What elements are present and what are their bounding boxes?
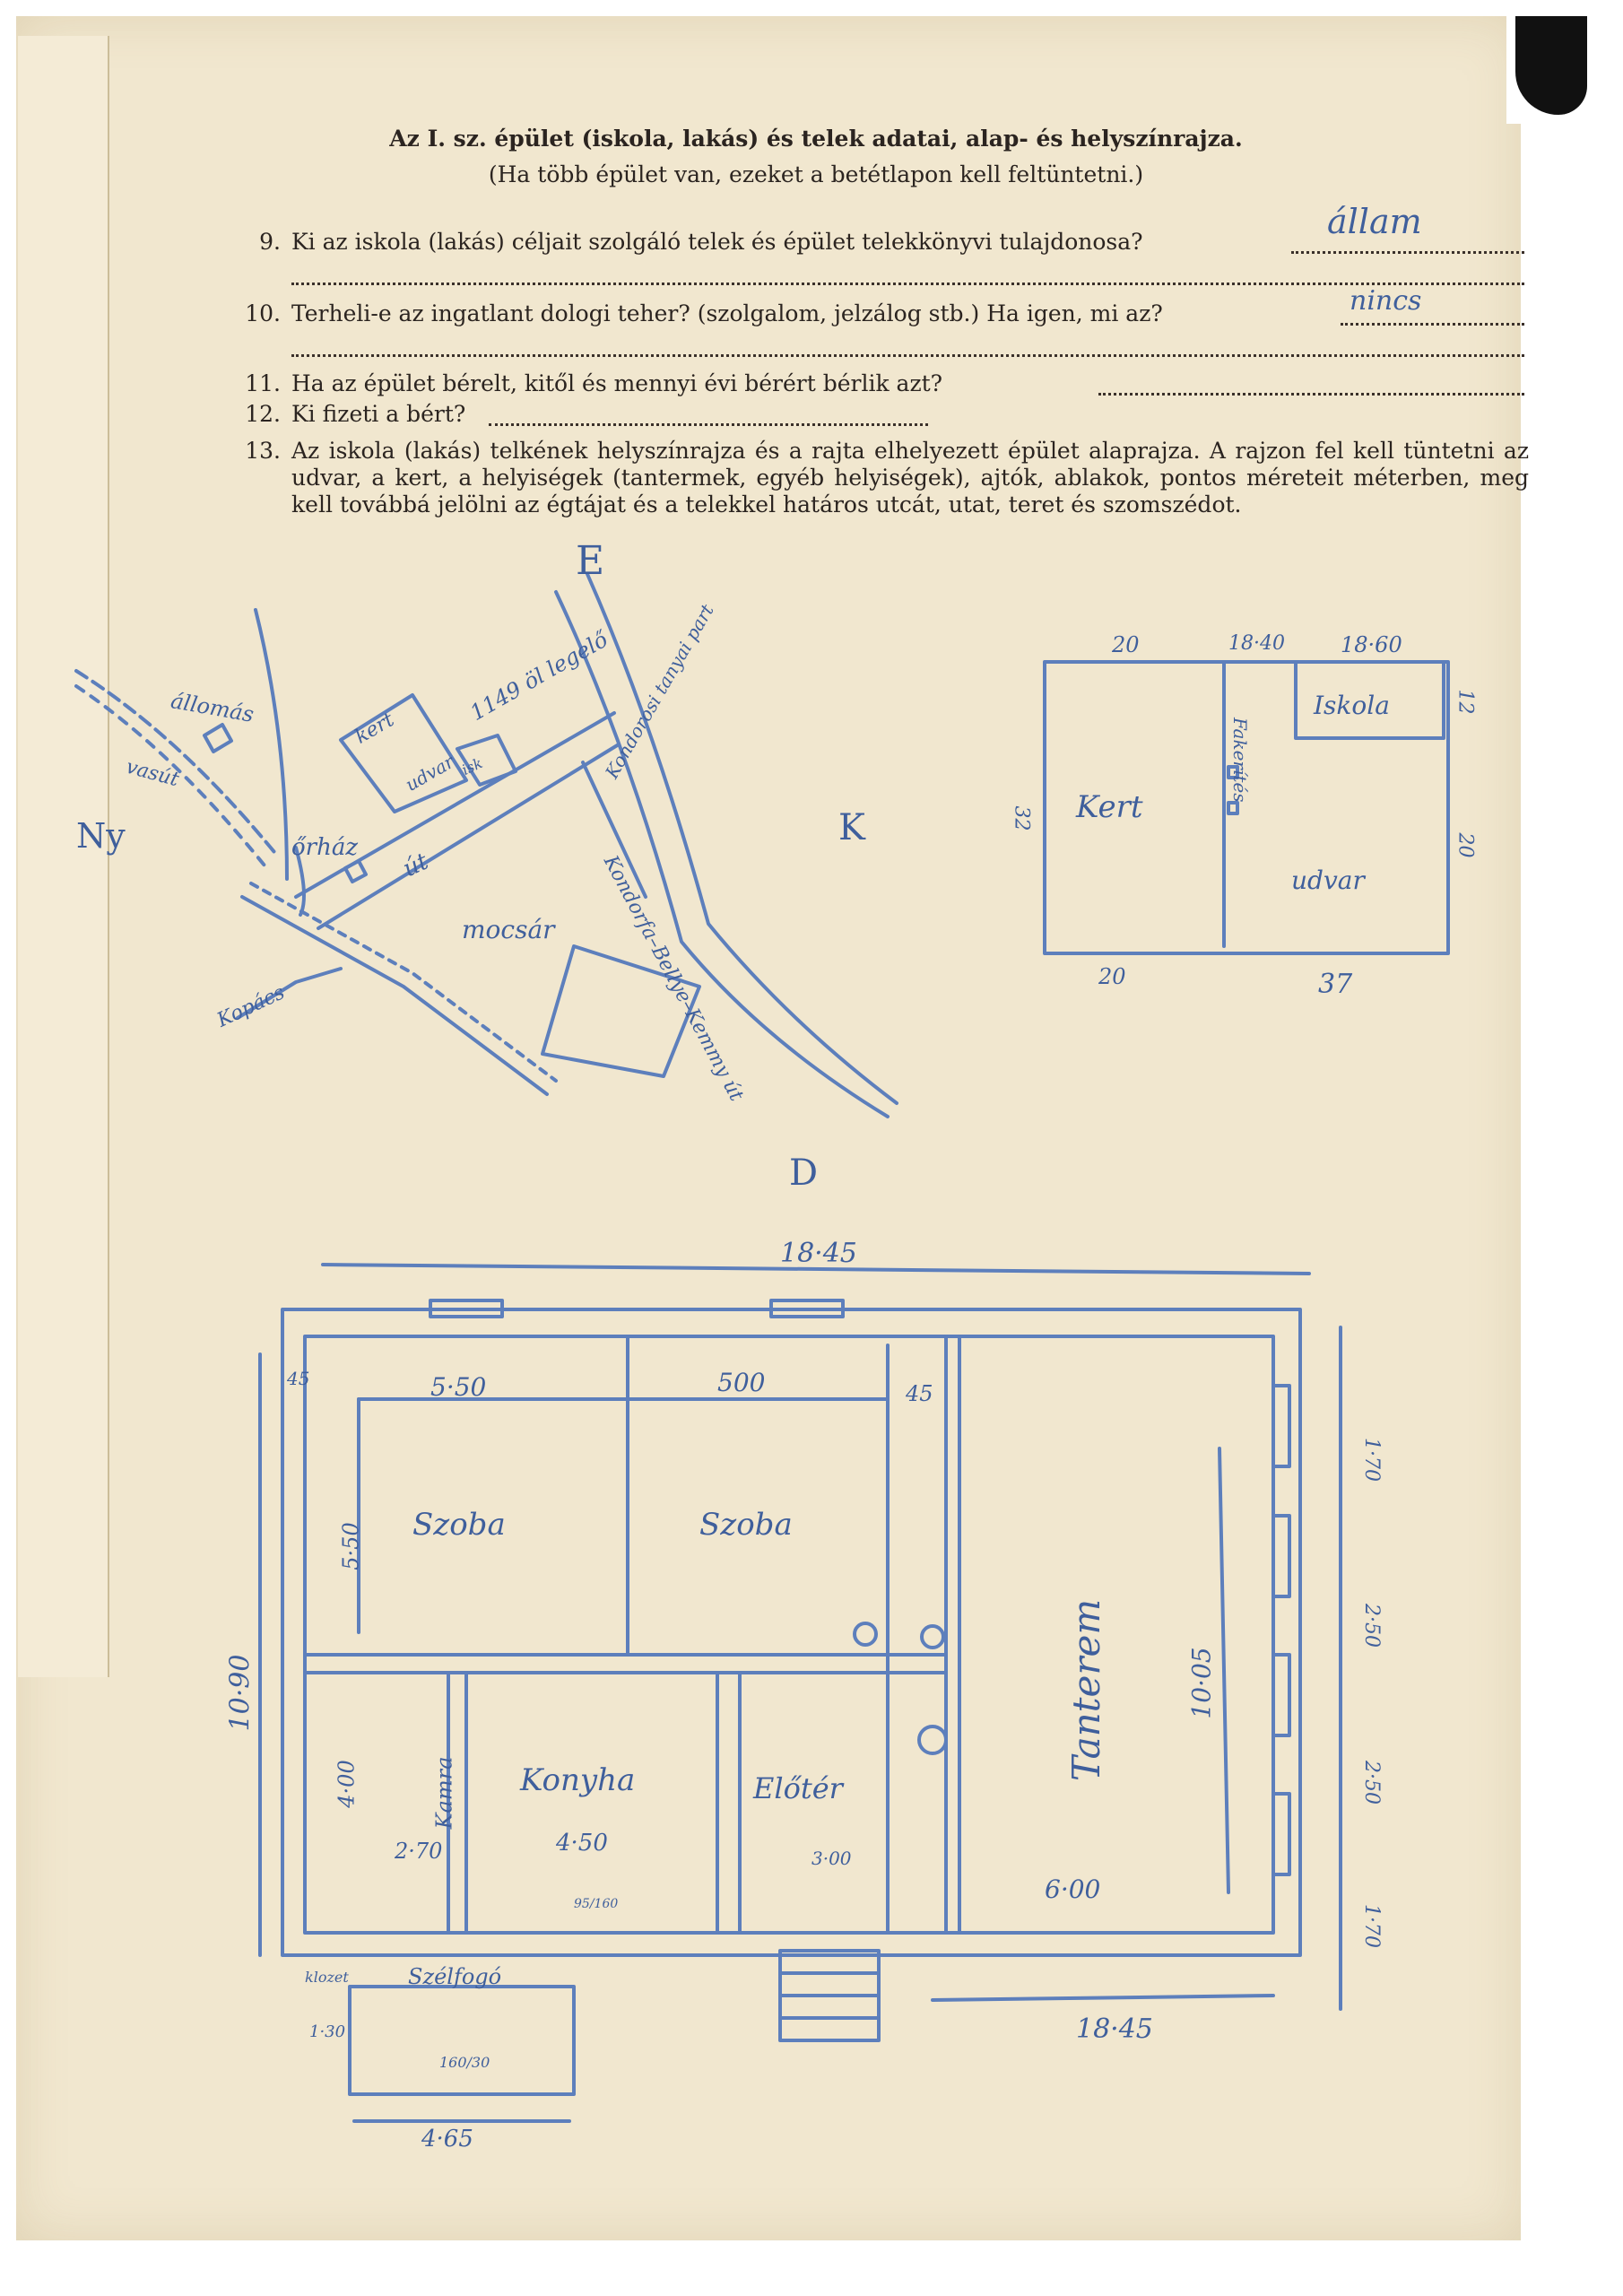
room-height: 5·50 [338, 1522, 364, 1570]
plot-top-dim-3: 18·60 [1341, 632, 1402, 657]
question-text: Ki az iskola (lakás) céljait szolgáló telek és épület telekkönyvi tulajdonosa? [291, 229, 1143, 255]
question-number: 9. [259, 229, 281, 255]
right-segment-4: 1·70 [1359, 1904, 1383, 1948]
porch-height: 1·30 [309, 2022, 346, 2041]
room-szoba-1: Szoba [412, 1507, 506, 1543]
school-lot-udvar: udvar [401, 750, 458, 796]
plot-school-label: Iskola [1314, 691, 1390, 720]
guardhouse-building [345, 861, 366, 882]
pantry-label: klozet [305, 1969, 349, 1986]
station-building [204, 725, 231, 752]
porch-outline [350, 1987, 574, 2094]
question-number: 10. [245, 300, 281, 326]
right-segment-3: 2·50 [1359, 1761, 1383, 1805]
plot-bottom-dim-1: 20 [1098, 964, 1126, 989]
guardhouse-label: őrház [291, 834, 359, 861]
plot-fence-label: Fakerítés [1229, 718, 1251, 803]
room-tanterem: Tanterem [1064, 1598, 1109, 1782]
swamp-label: mocsár [462, 915, 555, 944]
floor-plan [260, 1265, 1341, 2121]
porch-width: 4·65 [421, 2126, 473, 2152]
wall-thickness-1: 45 [287, 1368, 310, 1389]
plot-bottom-dim-2: 37 [1318, 969, 1353, 1000]
plot-top-dim-1: 20 [1112, 632, 1140, 657]
west-label: Ny [76, 816, 126, 856]
floor-total-width-top: 18·45 [780, 1238, 857, 1269]
south-label: D [789, 1152, 819, 1194]
plot-gate-2 [1228, 803, 1237, 813]
north-label: E [576, 538, 605, 584]
field-boundary-1 [256, 610, 287, 879]
question-text: Terheli-e az ingatlant dologi teher? (szolgalom, jelzálog stb.) Ha igen, mi az? [291, 300, 1163, 326]
school-lot-kert: kert [351, 709, 398, 749]
stove-3 [919, 1726, 946, 1753]
kamra-width: 2·70 [395, 1839, 443, 1864]
east-label: K [838, 807, 865, 848]
question-text: Ki fizeti a bért? [291, 401, 466, 427]
question-number: 11. [245, 370, 281, 396]
plot-top-dim-2: 18·40 [1228, 632, 1285, 655]
question-text: Az iskola (lakás) telkének helyszínrajza és a rajta elhelyezett épület alaprajza. A rajzon fel kell tüntetni az udvar, a kert, a helyiségek (tantermek, egyéb helyiségek), ajtók, ablakok, pontos méreteit méterben, meg kell továbbá jelölni az égtájat és a telekkel határos utcát, utat, teret és szomszédot. [291, 438, 1529, 517]
stove-1 [855, 1623, 876, 1645]
kamra-height: 4·00 [334, 1760, 360, 1808]
eloter-width: 3·00 [812, 1848, 852, 1869]
plot-right-dim-2: 20 [1454, 832, 1477, 858]
question-number: 13. [245, 438, 281, 464]
plot-udvar-label: udvar [1291, 865, 1365, 895]
dim-tanterem [1219, 1448, 1228, 1892]
konyha-width: 4·50 [556, 1830, 608, 1857]
section-title: Az I. sz. épület (iskola, lakás) és telek adatai, alap- és helyszínrajza. [389, 126, 1243, 152]
stove-2 [922, 1626, 943, 1648]
answer-10: nincs [1350, 285, 1422, 317]
window-right-2 [1273, 1516, 1289, 1596]
room-szoba-2: Szoba [699, 1507, 793, 1543]
window-right-3 [1273, 1655, 1289, 1735]
room-width-1: 5·50 [430, 1372, 487, 1402]
window-right-4 [1273, 1794, 1289, 1874]
right-segment-2: 2·50 [1359, 1604, 1383, 1648]
road-ut-1 [296, 713, 614, 897]
station-label: állomás [169, 688, 256, 727]
tanterem-width: 6·00 [1045, 1874, 1101, 1904]
room-eloter: Előtér [753, 1771, 843, 1805]
answer-9: állam [1327, 202, 1422, 241]
floor-total-width-bottom: 18·45 [1076, 2013, 1153, 2045]
window-right-1 [1273, 1386, 1289, 1466]
right-segment-1: 1·70 [1359, 1438, 1383, 1482]
railway-label: vasút [123, 755, 182, 792]
porch-label: Szélfogó [408, 1964, 502, 1989]
plot-right-dim-1: 12 [1454, 689, 1477, 715]
road-kopacs-label: Kopács [213, 981, 289, 1032]
site-map [76, 574, 897, 1117]
wall-thickness-2: 45 [906, 1381, 933, 1406]
section-subtitle: (Ha több épület van, ezeket a betétlapon kell feltüntetni.) [488, 161, 1144, 187]
room-konyha: Konyha [520, 1762, 636, 1798]
question-text: Ha az épület bérelt, kitől és mennyi évi bérért bérlik azt? [291, 370, 943, 396]
plot-kert-label: Kert [1076, 789, 1143, 825]
road-top-label: Kondorosi tanyai part [601, 600, 718, 782]
tanterem-height: 10·05 [1186, 1647, 1217, 1719]
school-lot-iskola: isk [459, 754, 485, 778]
porch-door: 160/30 [439, 2054, 490, 2071]
main-road-1 [556, 592, 888, 1117]
door-dims: 95/160 [574, 1897, 619, 1911]
plot-left-dim: 32 [1010, 805, 1033, 831]
road-right-label: Kondorfa–Bellye–Kemmy út [598, 852, 748, 1106]
question-number: 12. [245, 401, 281, 427]
floor-height: 10·90 [224, 1654, 256, 1732]
dim-bottom [933, 1996, 1273, 2000]
road-ut-label: út [398, 848, 433, 883]
room-kamra: Kamra [431, 1756, 457, 1830]
pasture-label: 1149 öl legelő [465, 626, 612, 726]
room-width-2: 500 [717, 1368, 766, 1397]
